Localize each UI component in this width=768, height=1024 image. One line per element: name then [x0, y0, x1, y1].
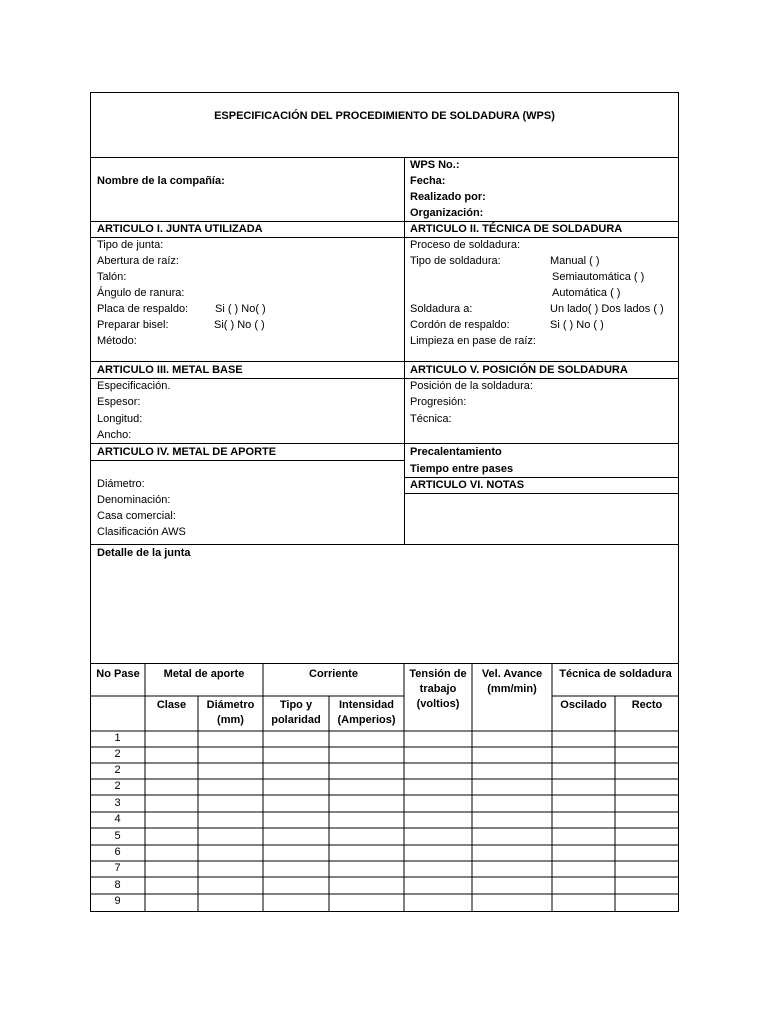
th-intensidad: Intensidad (Amperios)	[337, 699, 396, 726]
th-corriente: Corriente	[309, 668, 358, 680]
table-row-number: 2	[114, 764, 121, 776]
art3-field: Longitud:	[97, 413, 143, 425]
form-title: ESPECIFICACIÓN DEL PROCEDIMIENTO DE SOLDADURA (WPS)	[214, 110, 555, 122]
art4-field: Denominación:	[97, 494, 171, 506]
soldadura-a-label: Soldadura a:	[410, 303, 473, 315]
table-row-number: 9	[114, 895, 121, 907]
respaldo-options: Si ( ) No( )	[215, 303, 266, 315]
th-tipo-polaridad: Tipo y polaridad	[271, 699, 321, 726]
table-row-number: 1	[114, 732, 121, 744]
th-clase: Clase	[156, 699, 187, 711]
th-metal-aporte: Metal de aporte	[163, 668, 245, 680]
th-diametro: Diámetro (mm)	[206, 699, 255, 726]
soldadura-a-options: Un lado( ) Dos lados ( )	[550, 303, 664, 315]
fecha-label: Fecha:	[410, 175, 446, 187]
art3-header: ARTICULO III. METAL BASE	[97, 364, 243, 376]
table-row-number: 6	[114, 846, 121, 858]
cordon-label: Cordón de respaldo:	[410, 319, 510, 331]
tipo-option: Semiautomática ( )	[552, 271, 645, 283]
table-row-number: 2	[114, 748, 121, 760]
table-row-number: 8	[114, 879, 121, 891]
art5-header: ARTICULO V. POSICIÓN DE SOLDADURA	[410, 364, 628, 376]
bisel-options: Si( ) No ( )	[214, 319, 265, 331]
art1-field: Talón:	[97, 271, 127, 283]
th-vel-avance: Vel. Avance (mm/min)	[481, 668, 543, 695]
limpieza-label: Limpieza en pase de raíz:	[410, 335, 536, 347]
art1-field: Ángulo de ranura:	[97, 287, 185, 299]
wps-no-label: WPS No.:	[410, 159, 460, 171]
th-tension: Tensión de trabajo (voltios)	[409, 668, 467, 710]
art3-field: Espesor:	[97, 396, 141, 408]
art6-header: ARTICULO VI. NOTAS	[410, 479, 525, 491]
art4-field: Diámetro:	[97, 478, 145, 490]
art1-field: Método:	[97, 335, 137, 347]
tipo-option: Manual ( )	[550, 255, 600, 267]
art1-field: Preparar bisel:	[97, 319, 169, 331]
precalentamiento-label: Precalentamiento	[410, 446, 502, 458]
company-label: Nombre de la compañía:	[97, 175, 225, 187]
realizado-label: Realizado por:	[410, 191, 486, 203]
th-oscilado: Oscilado	[560, 699, 607, 711]
art5-field: Progresión:	[410, 396, 467, 408]
art3-field: Ancho:	[97, 429, 132, 441]
th-recto: Recto	[631, 699, 663, 711]
art2-header: ARTICULO II. TÉCNICA DE SOLDADURA	[410, 223, 623, 235]
art5-field: Técnica:	[410, 413, 452, 425]
th-tecnica: Técnica de soldadura	[559, 668, 672, 680]
art4-header: ARTICULO IV. METAL DE APORTE	[97, 446, 277, 458]
table-row-number: 4	[114, 813, 121, 825]
organizacion-label: Organización:	[410, 207, 484, 219]
art4-field: Casa comercial:	[97, 510, 176, 522]
table-row-number: 5	[114, 830, 121, 842]
art5-field: Posición de la soldadura:	[410, 380, 533, 392]
art1-field: Abertura de raíz:	[97, 255, 179, 267]
art3-field: Especificación.	[97, 380, 171, 392]
art1-field: Placa de respaldo:	[97, 303, 189, 315]
table-row-number: 7	[114, 862, 121, 874]
cordon-options: Si ( ) No ( )	[550, 319, 604, 331]
tipo-soldadura-label: Tipo de soldadura:	[410, 255, 501, 267]
th-no-pase: No Pase	[96, 668, 140, 680]
detalle-label: Detalle de la junta	[97, 547, 191, 559]
art4-field: Clasificación AWS	[97, 526, 186, 538]
table-row-number: 2	[114, 780, 121, 792]
art1-field: Tipo de junta:	[97, 239, 164, 251]
tiempo-label: Tiempo entre pases	[410, 463, 514, 475]
table-row-number: 3	[114, 797, 121, 809]
proceso-label: Proceso de soldadura:	[410, 239, 521, 251]
art1-header: ARTICULO I. JUNTA UTILIZADA	[97, 223, 263, 235]
tipo-option: Automática ( )	[552, 287, 621, 299]
